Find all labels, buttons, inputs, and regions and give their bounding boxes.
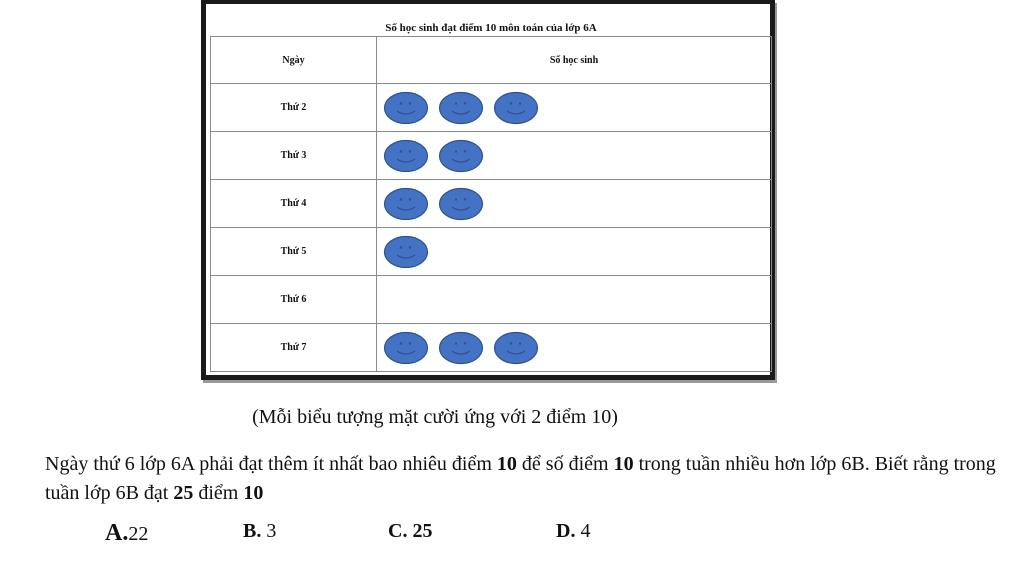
- row-day: Thứ 7: [211, 324, 377, 372]
- row-icons: [377, 180, 772, 228]
- header-count: Số học sinh: [377, 37, 772, 84]
- answer-b[interactable]: [243, 520, 276, 543]
- pictograph-frame: [201, 0, 775, 380]
- row-icons: [377, 228, 772, 276]
- smiley-face-icon: [438, 91, 484, 125]
- smiley-face-icon: [383, 91, 429, 125]
- question-part: điểm: [193, 482, 244, 504]
- row-icons: [377, 84, 772, 132]
- answer-value: 4: [575, 520, 591, 542]
- pictograph-table: [210, 19, 772, 372]
- question-part: trong tuần nhiều hơn lớp 6B. Biết rằng trong tuần lớp 6B đạt: [45, 453, 996, 504]
- answer-value: 3: [261, 520, 277, 542]
- row-day: Thứ 4: [211, 180, 377, 228]
- table-title-row: [211, 19, 772, 37]
- question-bold: 10: [243, 482, 264, 504]
- answer-options: [0, 520, 1024, 552]
- answer-label: D.: [556, 520, 576, 542]
- question-part: để số điểm: [516, 453, 614, 475]
- answer-d[interactable]: [556, 520, 590, 543]
- row-day: Thứ 6: [211, 276, 377, 324]
- row-icons: [377, 276, 772, 324]
- question-bold: 10: [496, 453, 517, 475]
- table-title: Số học sinh đạt điểm 10 môn toán của lớp 6A: [211, 19, 772, 37]
- smiley-face-icon: [383, 235, 429, 269]
- row-icons: [377, 132, 772, 180]
- row-day: Thứ 2: [211, 84, 377, 132]
- row-icons: [377, 324, 772, 372]
- table-row: [211, 228, 772, 276]
- question-text: [45, 450, 1005, 508]
- answer-c[interactable]: [388, 520, 432, 543]
- row-day: Thứ 5: [211, 228, 377, 276]
- answer-value: 25: [407, 520, 433, 542]
- smiley-face-icon: [493, 91, 539, 125]
- smiley-face-icon: [383, 187, 429, 221]
- row-day: Thứ 3: [211, 132, 377, 180]
- smiley-face-icon: [383, 331, 429, 365]
- smiley-face-icon: [493, 331, 539, 365]
- table-row: [211, 276, 772, 324]
- table-row: [211, 84, 772, 132]
- smiley-face-icon: [383, 139, 429, 173]
- answer-label: B.: [243, 520, 262, 542]
- question-part: Ngày thứ 6 lớp 6A phải đạt thêm ít nhất bao nhiêu điểm: [45, 453, 497, 475]
- smiley-face-icon: [438, 187, 484, 221]
- answer-label: A.: [105, 520, 129, 546]
- table-row: [211, 132, 772, 180]
- legend-caption: (Mỗi biểu tượng mặt cười ứng với 2 điểm 10): [252, 406, 618, 428]
- answer-label: C.: [388, 520, 408, 542]
- smiley-face-icon: [438, 139, 484, 173]
- question-bold: 25: [173, 482, 194, 504]
- answer-a[interactable]: [105, 520, 148, 547]
- answer-value: 22: [128, 523, 149, 545]
- table-row: [211, 180, 772, 228]
- header-day: Ngày: [211, 37, 377, 84]
- question-bold: 10: [613, 453, 634, 475]
- smiley-face-icon: [438, 331, 484, 365]
- table-header-row: [211, 37, 772, 84]
- table-row: [211, 324, 772, 372]
